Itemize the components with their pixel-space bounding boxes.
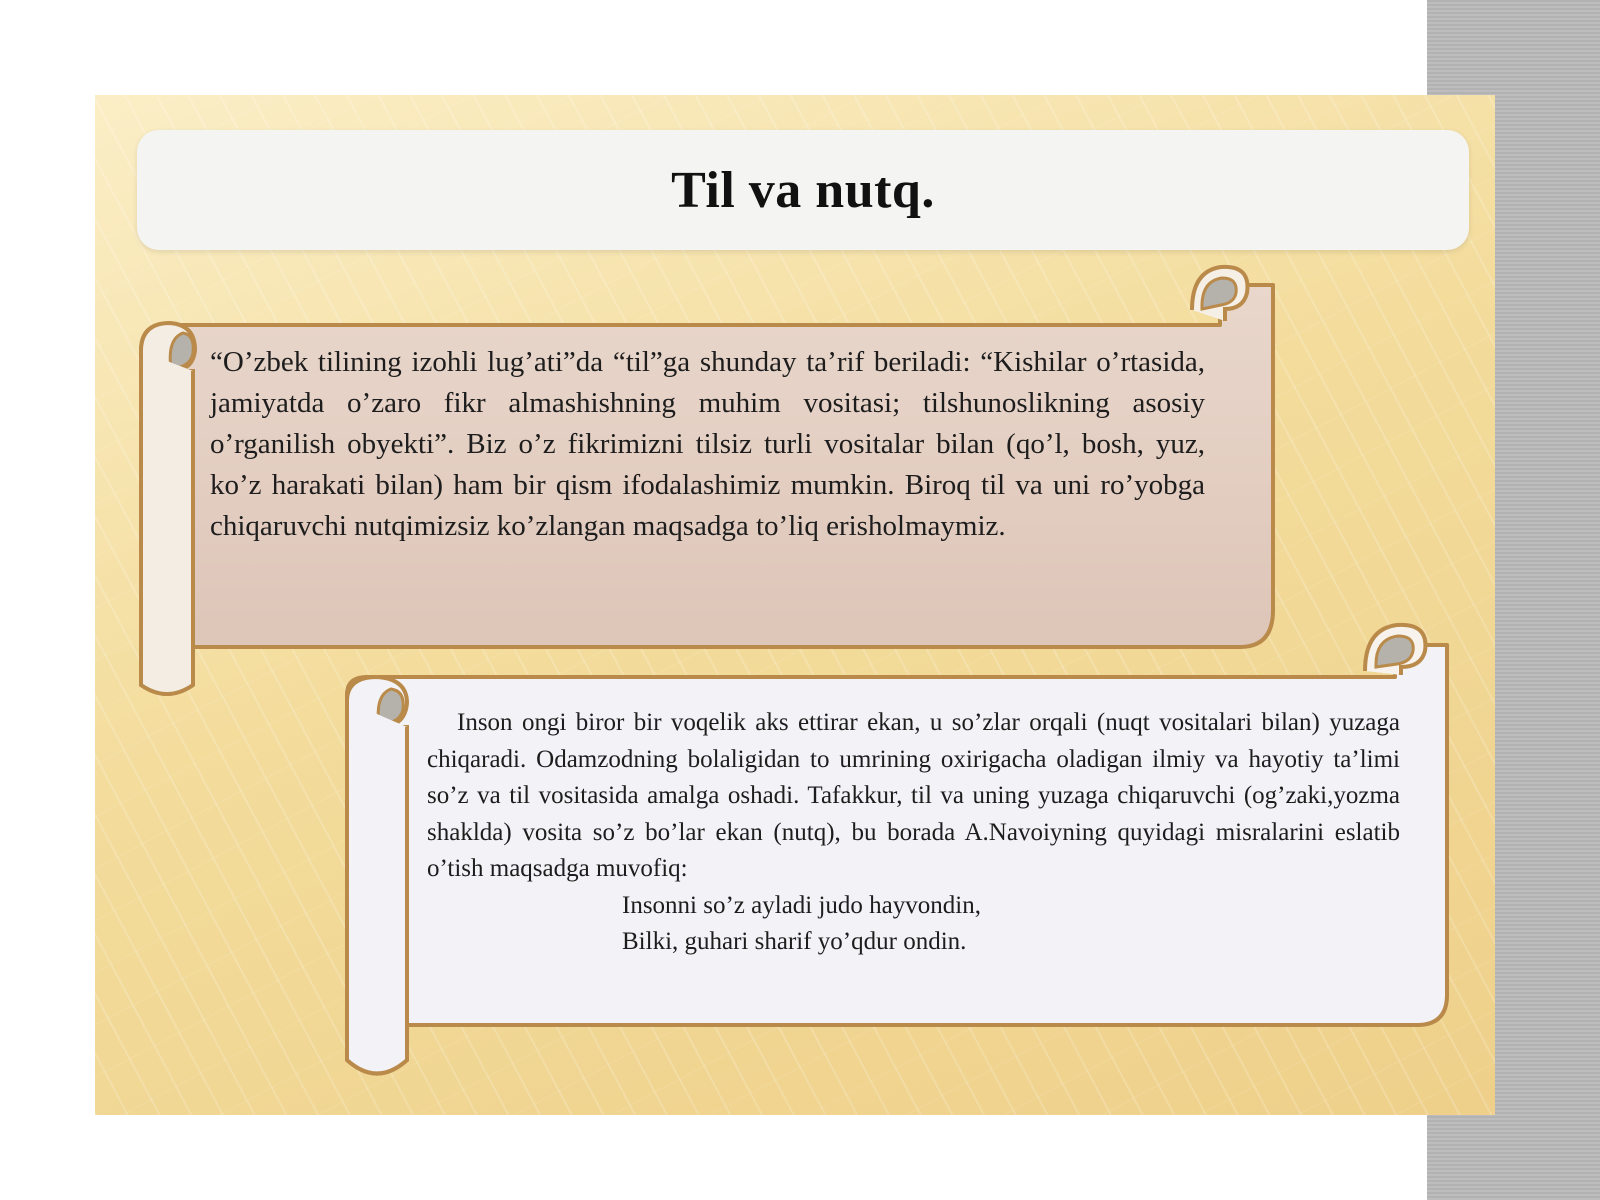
poem bbox=[427, 888, 1400, 961]
poem-line-2: Bilki, guhari sharif yo’qdur ondin. bbox=[622, 928, 967, 955]
slide bbox=[95, 95, 1495, 1115]
scroll2-content bbox=[427, 705, 1400, 961]
slide-title: Til va nutq. bbox=[671, 161, 935, 219]
poem-line-1: Insonni so’z ayladi judo hayvondin, bbox=[622, 891, 981, 919]
scroll1-paragraph: “O’zbek tilining izohli lug’ati”da “til”ga shunday ta’rif beriladi: “Kishilar o’rtasida, jamiyatda o’zaro fikr almashishning muhim vositasi; tilshunoslikning asosiy o’rganilish obyekti”. Biz o’z fikrimizni tilsiz turli vositalar bilan (qo’l, bosh, yuz, ko’z harakati bilan) ham bir qism ifodalashimiz mumkin. Biroq til va uni ro’yobga chiqaruvchi nutqimizsiz ko’zlangan maqsadga to’liq erisholmaymiz. bbox=[210, 346, 1205, 542]
scroll2-paragraph: Inson ongi biror bir voqelik aks ettirar ekan, u so’zlar orqali (nuqt vositalari bilan) yuzaga chiqaradi. Odamzodning bolaligidan to umrining oxirigacha oladigan ilmiy va hayotiy ta’limi so’z va til vositasida amalga oshadi. Tafakkur, til va uning yuzaga chiqaruvchi (og’zaki,yozma shaklda) vosita so’z bo’lar ekan (nutq), bu borada A.Navoiyning quyidagi misralarini eslatib o’tish maqsadga muvofiq: bbox=[427, 709, 1400, 882]
scroll-shapes bbox=[95, 95, 1495, 1115]
